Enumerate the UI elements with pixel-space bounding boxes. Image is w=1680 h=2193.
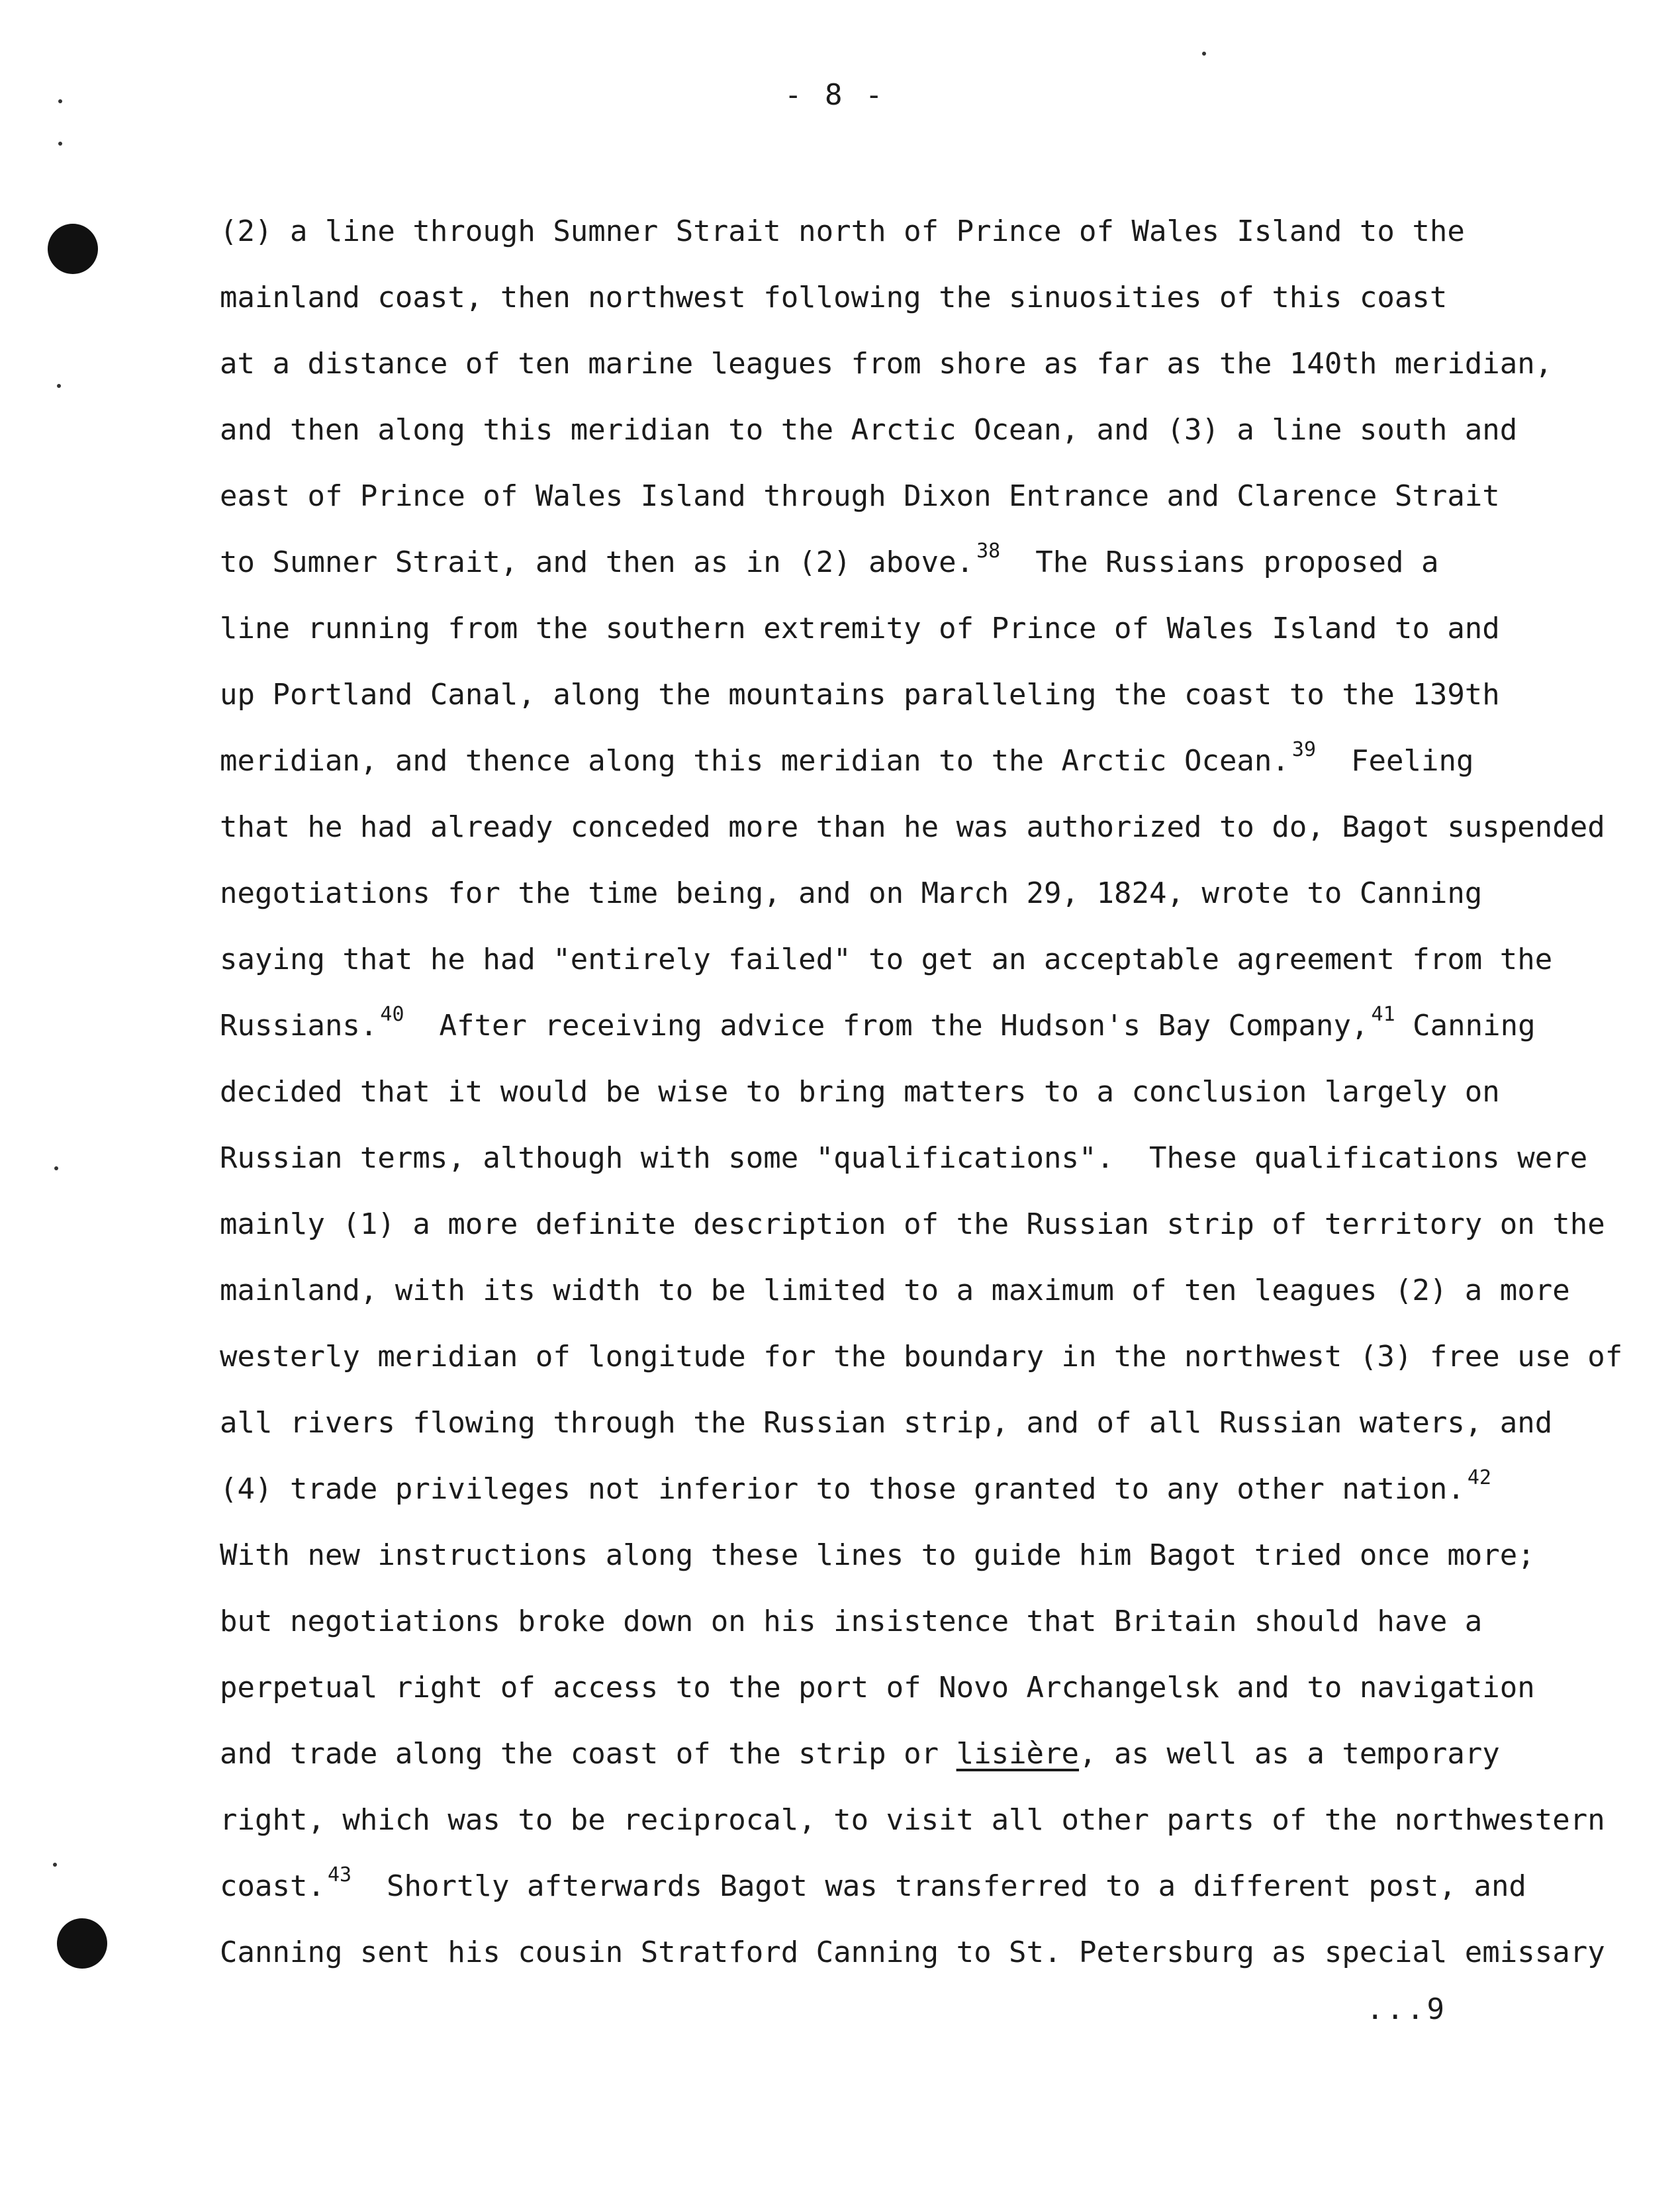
footnote-ref: 42 bbox=[1467, 1466, 1491, 1489]
text-line: but negotiations broke down on his insistence that Britain should have a bbox=[220, 1605, 1483, 1638]
text-line: and then along this meridian to the Arctic Ocean, and (3) a line south and bbox=[220, 413, 1518, 447]
text-line: line running from the southern extremity of Prince of Wales Island to and bbox=[220, 612, 1500, 645]
text-line: saying that he had "entirely failed" to get an acceptable agreement from the bbox=[220, 943, 1553, 976]
footnote-ref: 38 bbox=[976, 539, 1001, 563]
text-line: and trade along the coast of the strip or lisière, as well as a temporary bbox=[220, 1737, 1500, 1771]
footnote-ref: 43 bbox=[327, 1863, 352, 1887]
text-line: mainland, with its width to be limited to a maximum of ten leagues (2) a more bbox=[220, 1274, 1570, 1307]
scan-speck bbox=[1202, 52, 1206, 56]
text-line: negotiations for the time being, and on March 29, 1824, wrote to Canning bbox=[220, 876, 1483, 910]
footnote-ref: 39 bbox=[1291, 738, 1317, 761]
page-number: - 8 - bbox=[784, 78, 886, 112]
body-paragraph bbox=[220, 199, 1623, 1986]
text-line: coast. $^{43}$ Shortly afterwards Bagot was transferred to a different post, and bbox=[220, 1863, 1526, 1903]
text-line: mainly (1) a more definite description of the Russian strip of territory on the bbox=[220, 1207, 1605, 1241]
scan-speck bbox=[57, 384, 61, 388]
footnote-ref: 40 bbox=[380, 1003, 404, 1026]
scan-speck bbox=[53, 1863, 57, 1867]
text-line: (4) trade privileges not inferior to those granted to any other nation. $^{42}$ bbox=[220, 1466, 1491, 1506]
scan-speck bbox=[54, 1166, 58, 1170]
text-line: meridian, and thence along this meridian to the Arctic Ocean. $^{39}$ Feeling bbox=[220, 738, 1474, 778]
text-line: (2) a line through Sumner Strait north of Prince of Wales Island to the bbox=[220, 214, 1465, 248]
text-line: mainland coast, then northwest following the sinuosities of this coast bbox=[220, 281, 1448, 314]
footnote-ref: 41 bbox=[1371, 1003, 1395, 1026]
text-line: perpetual right of access to the port of Novo Archangelsk and to navigation bbox=[220, 1671, 1535, 1704]
text-line: all rivers flowing through the Russian strip, and of all Russian waters, and bbox=[220, 1406, 1553, 1440]
text-line: to Sumner Strait, and then as in (2) above. $^{38}$ The Russians proposed a bbox=[220, 539, 1439, 579]
text-line: Russian terms, although with some "qualifications". These qualifications were bbox=[220, 1141, 1588, 1175]
scan-speck bbox=[58, 99, 62, 103]
text-line: right, which was to be reciprocal, to visit all other parts of the northwestern bbox=[220, 1803, 1605, 1837]
continuation-marker: ...9 bbox=[1366, 1992, 1447, 2026]
text-line: up Portland Canal, along the mountains paralleling the coast to the 139th bbox=[220, 678, 1500, 712]
text-line: at a distance of ten marine leagues from shore as far as the 140th meridian, bbox=[220, 347, 1553, 381]
text-line: westerly meridian of longitude for the boundary in the northwest (3) free use of bbox=[220, 1340, 1623, 1374]
text-line: east of Prince of Wales Island through Dixon Entrance and Clarence Strait bbox=[220, 479, 1500, 513]
text-line: With new instructions along these lines to guide him Bagot tried once more; bbox=[220, 1538, 1535, 1572]
text-line: Russians. $^{40}$ After receiving advice from the Hudson's Bay Company, $^{41}$ Canning bbox=[220, 1003, 1536, 1043]
punch-hole-bottom bbox=[57, 1918, 107, 1969]
underlined-term: lisière bbox=[956, 1737, 1080, 1771]
text-line: decided that it would be wise to bring matters to a conclusion largely on bbox=[220, 1075, 1500, 1109]
text-line: that he had already conceded more than he was authorized to do, Bagot suspended bbox=[220, 810, 1605, 844]
scan-speck bbox=[58, 142, 62, 146]
text-line: Canning sent his cousin Stratford Canning to St. Petersburg as special emissary bbox=[220, 1936, 1605, 1969]
punch-hole-top bbox=[48, 224, 98, 274]
